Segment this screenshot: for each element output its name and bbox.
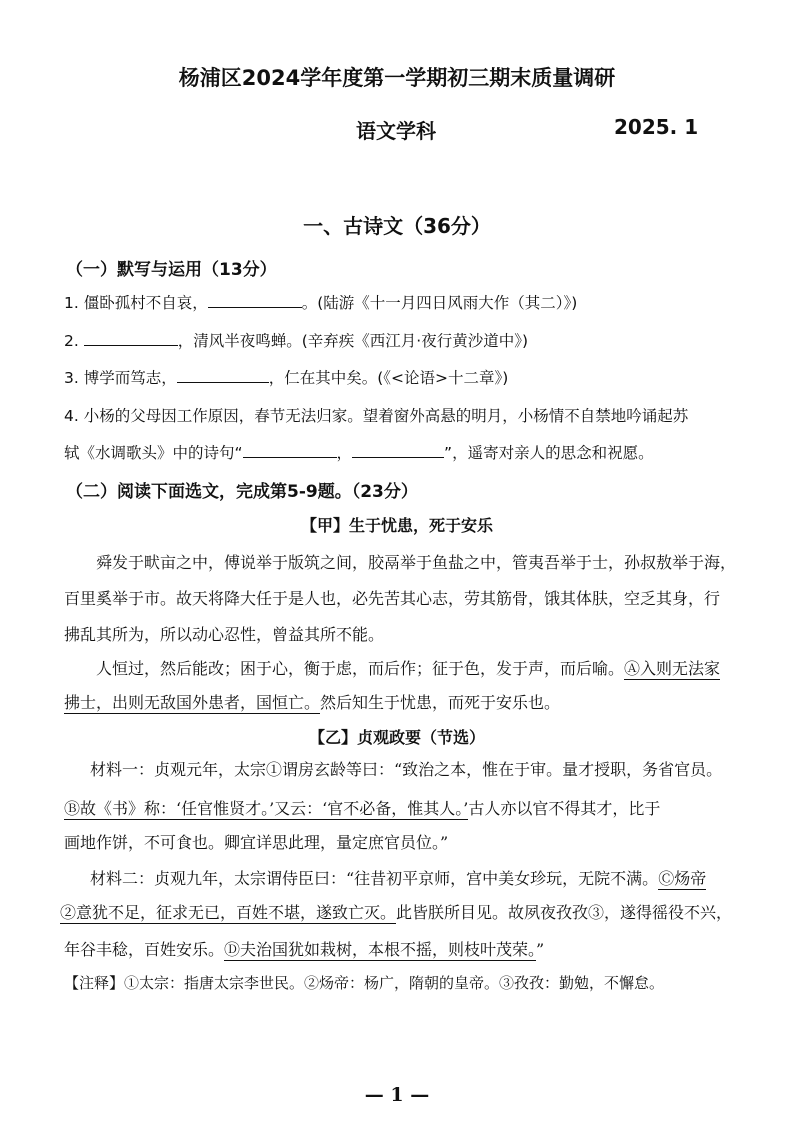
plain-text: 年谷丰稔，百姓安乐。 [64,940,225,959]
question-text: 僵卧孤村不自哀， [83,294,208,312]
part1-heading: （一）默写与运用（13分） [66,260,277,280]
page-number: — 1 — [364,1084,430,1106]
section-heading: 一、古诗文（36分） [303,214,491,238]
passage-yi-line [64,937,544,960]
question-4-line1 [64,404,688,426]
answer-blank[interactable] [352,442,444,458]
question-4-line2 [64,441,654,463]
question-text: ”，遥寄对亲人的思念和祝愿。 [444,444,654,462]
underlined-sentence-c: Ⓒ炀帝 [658,869,707,888]
passage-yi-line: 画地作饼，不可食也。卿宜详思此理，量定庶官员位。” [64,833,449,852]
part2-heading: （二）阅读下面选文，完成第5-9题。（23分） [66,482,418,502]
exam-title: 杨浦区2024学年度第一学期初三期末质量调研 [178,66,616,90]
plain-text: 人恒过，然后能改；困于心，衡于虑，而后作；征于色，发于声，而后喻。 [96,659,625,678]
passage-yi-line: 材料一：贞观元年，太宗①谓房玄龄等曰：“致治之本，惟在于审。量才授职，务省官员。 [90,760,723,779]
plain-text: ” [536,940,545,959]
passage-yi-title: 【乙】贞观政要（节选） [308,728,485,747]
answer-blank[interactable] [208,292,302,308]
question-source: 。(陆游《十一月四日风雨大作（其二）》) [301,294,578,312]
answer-blank[interactable] [177,367,269,383]
underlined-sentence-a: 拂士，出则无敌国外患者，国恒亡。 [64,693,321,712]
answer-blank[interactable] [84,330,178,346]
question-text: ，清风半夜鸣蝉。(辛弃疾《西江月·夜行黄沙道中》) [177,332,529,350]
plain-text: 材料二：贞观九年，太宗谓侍臣曰：“往昔初平京师，宫中美女珍玩，无院不满。 [90,869,659,888]
plain-text: 然后知生于忧患，而死于安乐也。 [320,693,561,712]
passage-jia-line [64,690,560,713]
passage-yi-line [90,866,706,889]
underlined-sentence-d: Ⓓ夫治国犹如栽树，本根不摇，则枝叶茂荣。 [224,940,537,959]
question-number: 3. [64,369,79,387]
question-number: 1. [64,294,79,312]
passage-jia-title: 【甲】生于忧患，死于安乐 [300,516,493,535]
passage-yi-line [60,900,732,923]
passage-jia-line: 舜发于畎亩之中，傅说举于版筑之间，胶鬲举于鱼盐之中，管夷吾举于士，孙叔敖举于海， [96,553,737,572]
question-source: ，仁在其中矣。(《<论语>十二章》) [268,369,509,387]
question-text: 博学而笃志， [83,369,177,387]
question-1 [64,291,577,313]
question-number: 2. [64,332,79,350]
passage-jia-line [96,656,720,679]
question-3 [64,366,508,388]
question-text: 小杨的父母因工作原因，春节无法归家。望着窗外高悬的明月，小杨情不自禁地吟诵起苏 [83,407,689,425]
underlined-sentence-b: Ⓑ故《书》称：‘任官惟贤才。’又云：‘官不必备，惟其人。’ [64,799,469,818]
underlined-sentence-c: ②意犹不足，征求无已，百姓不堪，遂致亡灭。 [60,903,397,922]
subject-label: 语文学科 [356,119,436,143]
question-number: 4. [64,407,79,425]
question-2 [64,329,528,351]
plain-text: 此皆朕所目见。故夙夜孜孜③，遂得徭役不兴， [396,903,733,922]
passage-jia-line: 拂乱其所为，所以动心忍性，曾益其所不能。 [64,625,385,644]
question-text: ， [336,444,353,462]
plain-text: 古人亦以官不得其才，比于 [468,799,661,818]
annotation-note: 【注释】①太宗：指唐太宗李世民。②炀帝：杨广，隋朝的皇帝。③孜孜：勤勉，不懈怠。 [64,974,665,992]
underlined-sentence-a: Ⓐ入则无法家 [624,659,721,678]
question-text: 轼《水调歌头》中的诗句“ [64,444,243,462]
answer-blank[interactable] [243,442,337,458]
passage-jia-line: 百里奚举于市。故天将降大任于是人也，必先苦其心志，劳其筋骨，饿其体肤，空乏其身，行 [64,589,721,608]
passage-yi-line [64,796,660,819]
exam-date: 2025. 1 [614,115,699,139]
